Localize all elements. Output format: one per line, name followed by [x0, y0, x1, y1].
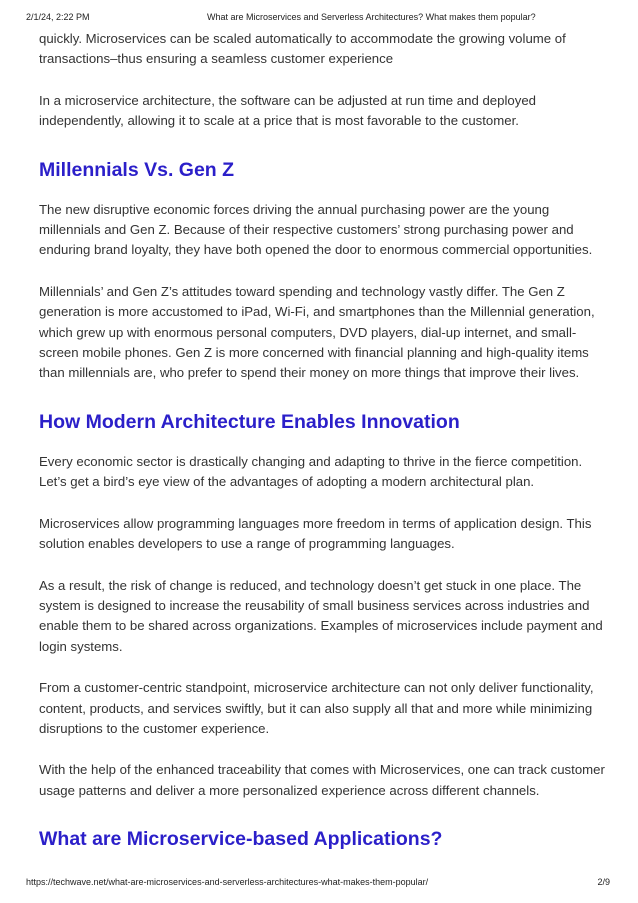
paragraph-attitudes: Millennials’ and Gen Z’s attitudes toward spending and technology vastly differ. The Gen Z generation is more accustomed to iPad, Wi-Fi, and smartphones than the Millennial generation, which grew up with enormous personal computers, DVD players, dial-up internet, and small-screen mobile phones. Gen Z is more concerned with financial planning and high-quality items than millennials are, who prefer to spend their money on more things that improve their lives. [39, 283, 595, 381]
print-header [0, 12, 638, 26]
print-footer [0, 877, 638, 891]
paragraph-economic-forces: The new disruptive economic forces driving the annual purchasing power are the young millennials and Gen Z. Because of their respective customers’ strong purchasing power and enduring brand loyalty, they have both opened the door to enormous commercial opportunities. [39, 201, 593, 258]
print-datetime: 2/1/24, 2:22 PM [26, 12, 90, 22]
paragraph-runtime: In a microservice architecture, the software can be adjusted at run time and deployed independently, allowing it to scale at a price that is most favorable to the customer. [39, 92, 536, 129]
heading-microservice-applications: What are Microservice-based Applications? [39, 828, 443, 851]
article-body [39, 29, 607, 852]
paragraph-economic-sector: Every economic sector is drastically changing and adapting to thrive in the fierce competition. Let’s get a bird’s eye view of the advantages of adopting a modern architectural plan. [39, 453, 583, 490]
print-page-url: https://techwave.net/what-are-microservices-and-serverless-architectures-what-makes-them-popular/ [26, 877, 429, 887]
heading-millennials-vs-gen-z: Millennials Vs. Gen Z [39, 158, 235, 181]
paragraph-programming-languages: Microservices allow programming languages more freedom in terms of application design. This solution enables developers to use a range of programming languages. [39, 515, 592, 552]
paragraph-risk-of-change: As a result, the risk of change is reduced, and technology doesn’t get stuck in one place. The system is designed to increase the reusability of small business services across industries and enable them to be shared across organizations. Examples of microservices include payment and login systems. [39, 577, 603, 654]
paragraph-customer-centric: From a customer-centric standpoint, microservice architecture can not only deliver functionality, content, products, and services swiftly, but it can also supply all that and more while minimizing disruptions to the customer experience. [39, 680, 594, 736]
heading-modern-architecture: How Modern Architecture Enables Innovation [39, 410, 460, 433]
print-page-number: 2/9 [597, 877, 610, 887]
print-document-title: What are Microservices and Serverless Architectures? What makes them popular? [207, 12, 536, 22]
paragraph-intro-continued: quickly. Microservices can be scaled automatically to accommodate the growing volume of transactions–thus ensuring a seamless customer experience [39, 31, 566, 67]
paragraph-traceability: With the help of the enhanced traceability that comes with Microservices, one can track customer usage patterns and deliver a more personalized experience across different channels. [39, 762, 605, 798]
